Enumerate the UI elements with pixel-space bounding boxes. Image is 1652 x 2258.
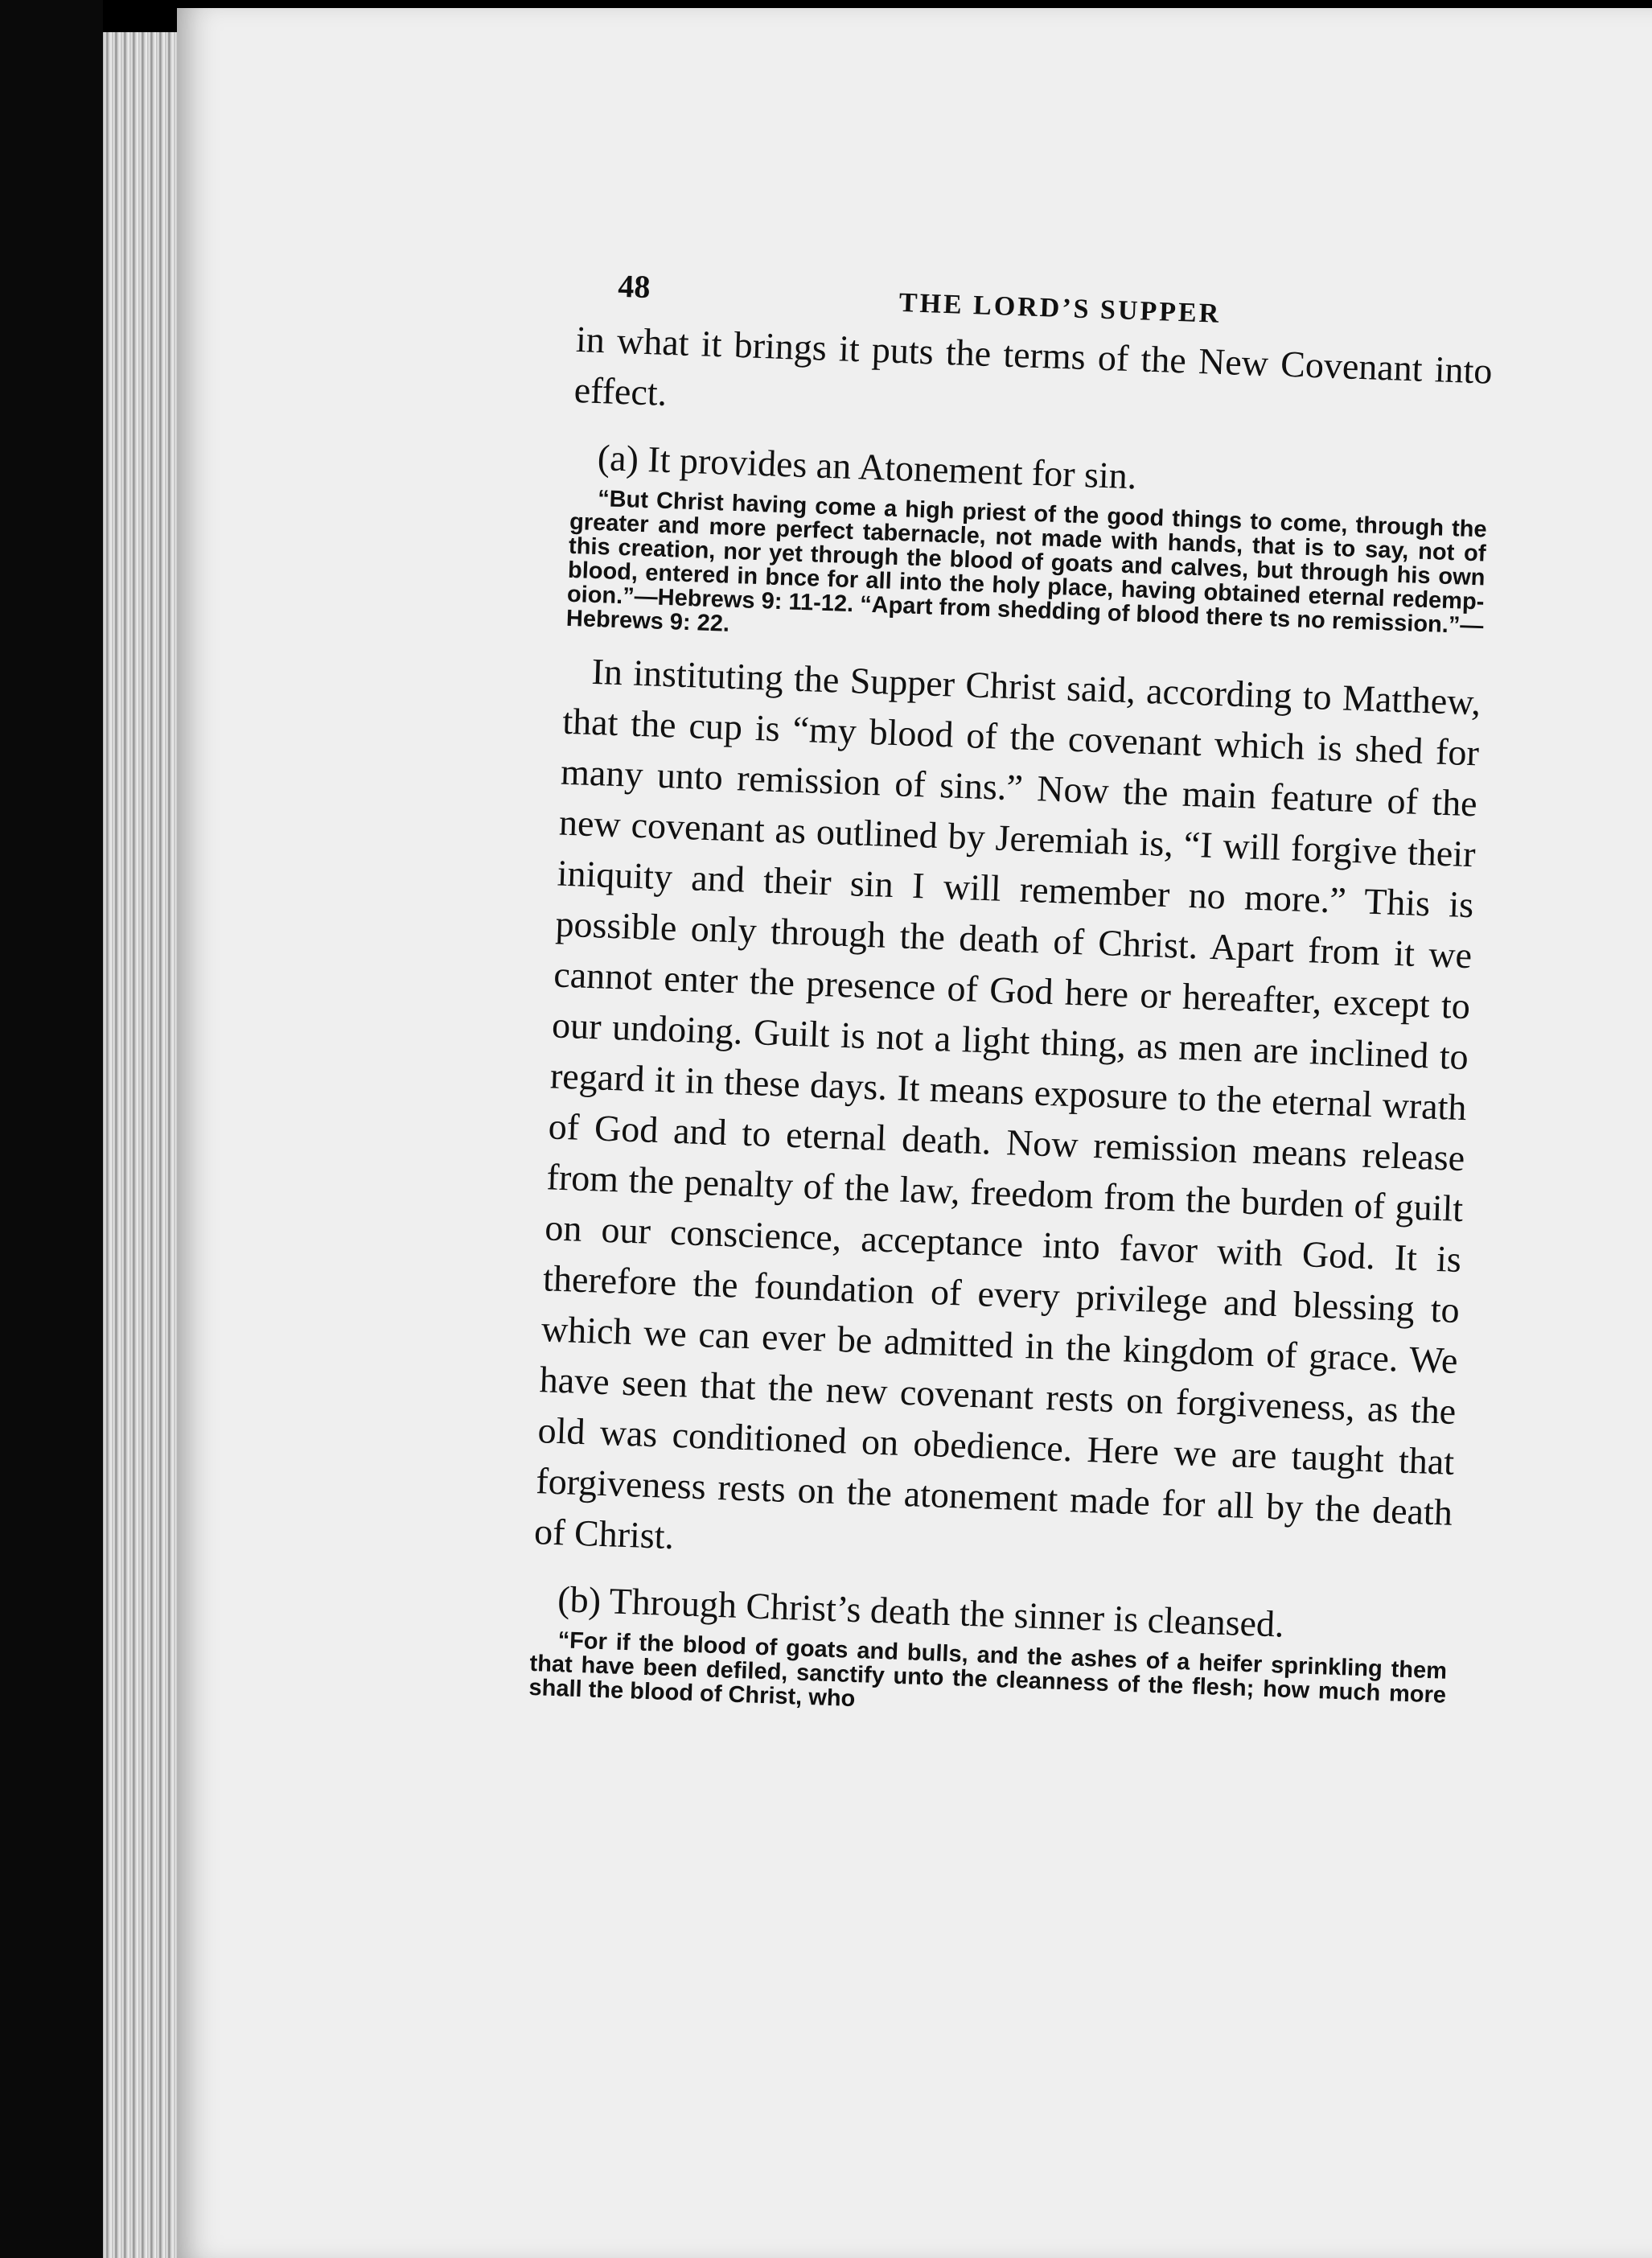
scan-background	[0, 0, 103, 2258]
intro-paragraph: in what it brings it puts the terms of the New Covenant into effect.	[573, 318, 1494, 413]
page-number: 48	[617, 267, 651, 306]
page-content	[528, 249, 1495, 1746]
section-heading-a: (a) It provides an Atonement for sin.	[597, 436, 1138, 497]
scripture-quote-a: “But Christ having come a high priest of the good things to come, through the greater and more perfect tabernacle, not made with hands, that is to say, not of this creation, nor yet through the blood of goats and calves, but through his own blood, entered in bnce for all into the holy place, having obtained eternal redemp-oion.”—Hebrews 9: 11-12. “Apart from shedding of blood there ts no remission.”—Hebrews 9: 22.	[565, 486, 1488, 640]
section-heading-b: (b) Through Christ’s death the sinner is cleansed.	[557, 1578, 1285, 1645]
scripture-quote-b: “For if the blood of goats and bulls, and the ashes of a heifer sprinkling them that have been defiled, sanctify unto the cleanness of the flesh; how much more shall the blood of Christ, who	[528, 1627, 1448, 1713]
running-title: THE LORD’S SUPPER	[898, 287, 1222, 329]
main-paragraph: In instituting the Supper Christ said, according to Matthew, that the cup is “my blood of the covenant which is shed for many unto remission of sins.” Now the main feature of the new covenant as outlined by Jeremiah is, “I will forgive their iniquity and their sin I will remember no more.” This is possible only through the death of Christ. Apart from it we cannot enter the presence of God here or hereafter, except to our undoing. Guilt is not a light thing, as men are inclined to regard it in these days. It means exposure to the eternal wrath of God and to eternal death. Now remission means release from the penalty of the law, freedom from the burden of guilt on our conscience, acceptance into favor with God. It is therefore the foundation of every privilege and blessing to which we can ever be admitted in the kingdom of grace. We have seen that the new covenant rests on forgiveness, as the old was conditioned on obedience. Here we are taught that forgiveness rests on the atonement made for all by the death of Christ.	[533, 650, 1481, 1557]
